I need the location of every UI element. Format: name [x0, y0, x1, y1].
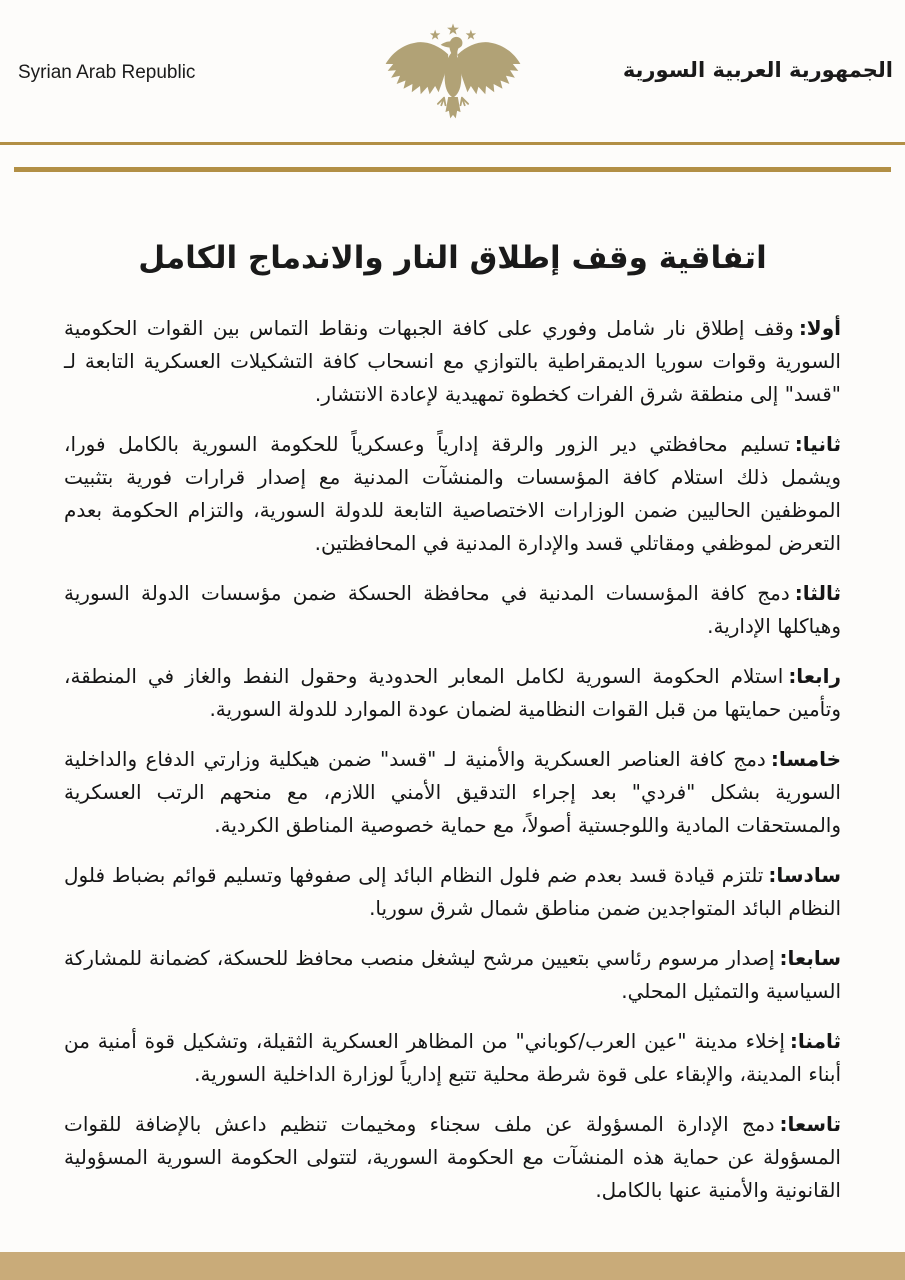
- clause-6: [64, 859, 841, 925]
- agreement-body: [0, 276, 905, 1207]
- star-icon: [429, 30, 439, 40]
- clause-6-lead: سادسا:: [768, 863, 841, 887]
- letterhead: [0, 0, 905, 142]
- clause-9: [64, 1108, 841, 1207]
- clause-5: [64, 743, 841, 842]
- clause-5-text: دمج كافة العناصر العسكرية والأمنية لـ "قسد" ضمن هيكلية وزارتي الدفاع والداخلية السورية بشكل "فردي" بعد إجراء التدقيق الأمني اللازم، مع منحهم الرتب العسكرية والمستحقات المادية واللوجستية أصولاً، مع حماية خصوصية المناطق الكردية.: [64, 747, 841, 837]
- clause-1: [64, 312, 841, 411]
- eagle-emblem-icon: [377, 20, 529, 130]
- clause-9-lead: تاسعا:: [779, 1112, 841, 1136]
- star-icon: [447, 23, 459, 34]
- clause-9-text: دمج الإدارة المسؤولة عن ملف سجناء ومخيمات تنظيم داعش بالإضافة للقوات المسؤولة عن حماية هذه المنشآت مع الحكومة السورية، لتتولى الحكومة السورية المسؤولية القانونية والأمنية عنها بالكامل.: [64, 1112, 841, 1202]
- clause-2: [64, 428, 841, 560]
- clause-5-lead: خامسا:: [770, 747, 841, 771]
- clause-1-lead: أولا:: [798, 316, 841, 340]
- clause-4-lead: رابعا:: [788, 664, 841, 688]
- clause-8-text: إخلاء مدينة "عين العرب/كوباني" من المظاهر العسكرية الثقيلة، وتشكيل قوة أمنية من أبناء المدينة، والإبقاء على قوة شرطة محلية تتبع إدارياً لوزارة الداخلية السورية.: [64, 1029, 841, 1086]
- country-name-arabic: الجمهورية العربية السورية: [622, 58, 893, 82]
- star-icon: [465, 30, 475, 40]
- syrian-eagle-emblem: [377, 20, 529, 134]
- document-title: اتفاقية وقف إطلاق النار والاندماج الكامل: [138, 240, 767, 276]
- gold-divider-bottom: [14, 167, 891, 172]
- footer-accent-bar: [0, 1252, 905, 1280]
- clause-1-text: وقف إطلاق نار شامل وفوري على كافة الجبهات ونقاط التماس بين القوات الحكومية السورية وقوات سوريا الديمقراطية بالتوازي مع انسحاب كافة التشكيلات العسكرية التابعة لـ "قسد" إلى منطقة شرق الفرات كخطوة تمهيدية لإعادة الانتشار.: [64, 316, 841, 406]
- gold-divider-top: [0, 142, 905, 145]
- clause-4-text: استلام الحكومة السورية لكامل المعابر الحدودية وحقول النفط والغاز في المنطقة، وتأمين حمايتها من قبل القوات النظامية لضمان عودة الموارد للدولة السورية.: [64, 664, 841, 721]
- clause-3-lead: ثالثا:: [794, 581, 841, 605]
- clause-6-text: تلتزم قيادة قسد بعدم ضم فلول النظام البائد إلى صفوفها وتسليم قوائم بضباط فلول النظام البائد المتواجدين ضمن مناطق شمال شرق سوريا.: [64, 863, 841, 920]
- clause-7: [64, 942, 841, 1008]
- clause-7-lead: سابعا:: [779, 946, 841, 970]
- clause-7-text: إصدار مرسوم رئاسي بتعيين مرشح ليشغل منصب محافظ للحسكة، كضمانة للمشاركة السياسية والتمثيل المحلي.: [64, 946, 841, 1003]
- clause-8: [64, 1025, 841, 1091]
- clause-3: [64, 577, 841, 643]
- clause-2-text: تسليم محافظتي دير الزور والرقة إدارياً وعسكرياً للحكومة السورية بالكامل فورا، ويشمل ذلك استلام كافة المؤسسات والمنشآت المدنية مع إصدار قرارات فورية بتثبيت الموظفين الحاليين ضمن الوزارات الاختصاصية التابعة للدولة السورية، والتزام الحكومة بعدم التعرض لموظفي ومقاتلي قسد والإدارة المدنية في المحافظتين.: [64, 432, 841, 555]
- clause-3-text: دمج كافة المؤسسات المدنية في محافظة الحسكة ضمن مؤسسات الدولة السورية وهياكلها الإدارية.: [64, 581, 841, 638]
- clause-8-lead: ثامنا:: [789, 1029, 841, 1053]
- clause-4: [64, 660, 841, 726]
- country-name-english: Syrian Arab Republic: [18, 62, 196, 83]
- clause-2-lead: ثانيا:: [794, 432, 841, 456]
